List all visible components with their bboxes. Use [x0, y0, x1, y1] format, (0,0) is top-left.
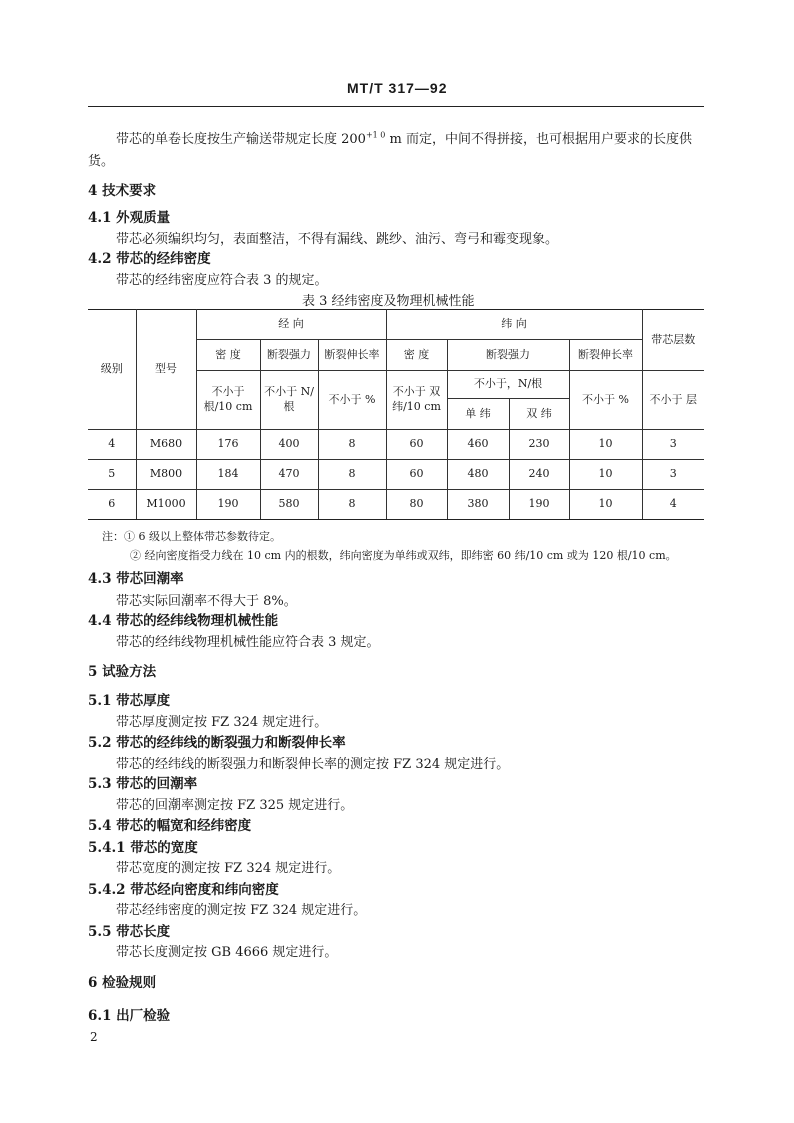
table-cell: 184	[196, 460, 260, 490]
unit-warp-strength: 不小于 N/根	[260, 371, 318, 430]
table-cell: 4	[642, 490, 704, 520]
table-cell: 10	[569, 490, 642, 520]
header-weft-elongation: 断裂伸长率	[569, 340, 642, 371]
table-cell: M1000	[136, 490, 196, 520]
header-weft-density: 密 度	[386, 340, 447, 371]
section-4-1-text: 带芯必须编织均匀，表面整洁，不得有漏线、跳纱、油污、弯弓和霉变现象。	[116, 232, 559, 247]
table-cell: 470	[260, 460, 318, 490]
unit-weft-strength: 不小于，N/根	[447, 371, 569, 399]
table-cell: 10	[569, 430, 642, 460]
section-5-4-2-text: 带芯经纬密度的测定按 FZ 324 规定进行。	[116, 903, 367, 918]
table-cell: 8	[318, 490, 386, 520]
section-4-2-heading: 4.2 带芯的经纬密度	[88, 251, 211, 267]
section-5-4-2-heading: 5.4.2 带芯经向密度和纬向密度	[88, 882, 279, 898]
table-3	[88, 309, 704, 520]
header-rule	[88, 106, 704, 107]
section-4-4-text: 带芯的经纬线物理机械性能应符合表 3 规定。	[116, 635, 380, 650]
section-4-2-text: 带芯的经纬密度应符合表 3 的规定。	[116, 273, 328, 288]
table-cell: 80	[386, 490, 447, 520]
unit-single-weft: 单 纬	[447, 399, 509, 430]
section-5-1-heading: 5.1 带芯厚度	[88, 693, 171, 709]
section-4-heading: 4 技术要求	[88, 183, 157, 199]
unit-warp-elongation: 不小于 %	[318, 371, 386, 430]
section-4-4-heading: 4.4 带芯的经纬线物理机械性能	[88, 613, 279, 629]
header-warp-elongation: 断裂伸长率	[318, 340, 386, 371]
table-cell: 380	[447, 490, 509, 520]
table-cell: 8	[318, 460, 386, 490]
table-cell: 190	[196, 490, 260, 520]
header-layers: 带芯层数	[642, 310, 704, 371]
paragraph-length	[116, 128, 692, 147]
section-4-1-heading: 4.1 外观质量	[88, 210, 171, 226]
section-5-4-1-heading: 5.4.1 带芯的宽度	[88, 840, 198, 856]
section-6-heading: 6 检验规则	[88, 975, 157, 991]
table-cell: 230	[509, 430, 569, 460]
header-warp-strength: 断裂强力	[260, 340, 318, 371]
header-warp: 经 向	[196, 310, 386, 340]
paragraph-length-cont: 货。	[88, 154, 115, 169]
section-5-1-text: 带芯厚度测定按 FZ 324 规定进行。	[116, 715, 328, 730]
unit-weft-density: 不小于 双纬/10 cm	[386, 371, 447, 430]
table-cell: 176	[196, 430, 260, 460]
unit-weft-elongation: 不小于 %	[569, 371, 642, 430]
section-5-3-text: 带芯的回潮率测定按 FZ 325 规定进行。	[116, 798, 354, 813]
table-cell: 460	[447, 430, 509, 460]
table-cell: 480	[447, 460, 509, 490]
table-cell: M800	[136, 460, 196, 490]
unit-double-weft: 双 纬	[509, 399, 569, 430]
section-5-5-text: 带芯长度测定按 GB 4666 规定进行。	[116, 945, 338, 960]
length-tolerance: +1 0	[365, 130, 386, 140]
table-cell: 240	[509, 460, 569, 490]
table-cell: 60	[386, 430, 447, 460]
table-cell: 4	[88, 430, 136, 460]
page-number: 2	[90, 1030, 98, 1044]
table-cell: 3	[642, 430, 704, 460]
section-6-1-heading: 6.1 出厂检验	[88, 1008, 171, 1024]
unit-layers: 不小于 层	[642, 371, 704, 430]
table-cell: 8	[318, 430, 386, 460]
paragraph-length-part-b: m 而定，中间不得拼接，也可根据用户要求的长度供	[385, 132, 692, 147]
header-model: 型号	[136, 310, 196, 430]
table-note-1: 注：① 6 级以上整体带芯参数待定。	[102, 530, 281, 543]
section-5-4-heading: 5.4 带芯的幅宽和经纬密度	[88, 818, 252, 834]
section-4-3-heading: 4.3 带芯回潮率	[88, 571, 184, 587]
section-5-2-heading: 5.2 带芯的经纬线的断裂强力和断裂伸长率	[88, 735, 346, 751]
standard-code: MT/T 317—92	[347, 80, 448, 96]
section-5-heading: 5 试验方法	[88, 664, 157, 680]
section-5-3-heading: 5.3 带芯的回潮率	[88, 776, 198, 792]
table-cell: 580	[260, 490, 318, 520]
header-level: 级别	[88, 310, 136, 430]
section-5-2-text: 带芯的经纬线的断裂强力和断裂伸长率的测定按 FZ 324 规定进行。	[116, 757, 510, 772]
header-weft-strength: 断裂强力	[447, 340, 569, 371]
header-weft: 纬 向	[386, 310, 642, 340]
paragraph-length-part-a: 带芯的单卷长度按生产输送带规定长度 200	[116, 132, 366, 147]
table-note-2: ② 经向密度指受力线在 10 cm 内的根数，纬向密度为单纬或双纬，即纬密 60 纬/10 cm 或为 120 根/10 cm。	[130, 549, 677, 562]
section-5-4-1-text: 带芯宽度的测定按 FZ 324 规定进行。	[116, 861, 341, 876]
table-cell: 6	[88, 490, 136, 520]
table-cell: 60	[386, 460, 447, 490]
unit-warp-density: 不小于 根/10 cm	[196, 371, 260, 430]
table-cell: M680	[136, 430, 196, 460]
table-cell: 10	[569, 460, 642, 490]
table-caption: 表 3 经纬密度及物理机械性能	[302, 294, 475, 309]
header-warp-density: 密 度	[196, 340, 260, 371]
table-cell: 5	[88, 460, 136, 490]
section-4-3-text: 带芯实际回潮率不得大于 8%。	[116, 594, 297, 609]
table-cell: 3	[642, 460, 704, 490]
table-cell: 190	[509, 490, 569, 520]
table-cell: 400	[260, 430, 318, 460]
section-5-5-heading: 5.5 带芯长度	[88, 924, 171, 940]
